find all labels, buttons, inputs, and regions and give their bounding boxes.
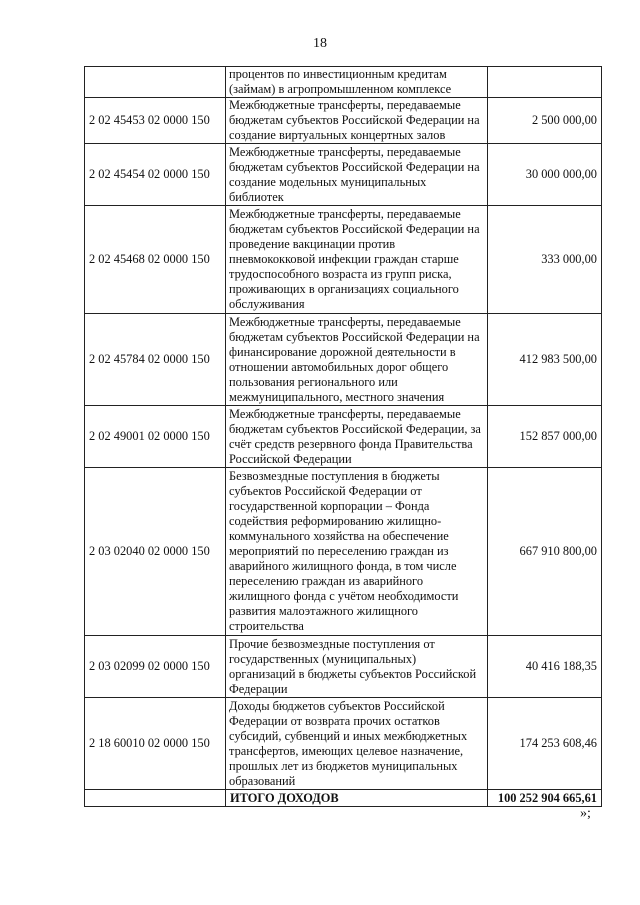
budget-code-cell: 2 02 45784 02 0000 150 bbox=[85, 314, 226, 406]
budget-code-cell: 2 02 45468 02 0000 150 bbox=[85, 206, 226, 314]
table-row bbox=[85, 314, 602, 406]
description-cell: Доходы бюджетов субъектов Российской Федерации от возврата прочих остатков субсидий, субвенций и иных межбюджетных трансфертов, имеющих целевое назначение, прошлых лет из бюджетов муниципальных образований bbox=[226, 698, 488, 790]
table-row bbox=[85, 98, 602, 144]
table-row bbox=[85, 698, 602, 790]
budget-code-cell bbox=[85, 67, 226, 98]
amount-cell: 174 253 608,46 bbox=[488, 698, 602, 790]
description-cell: процентов по инвестиционным кредитам (займам) в агропромышленном комплексе bbox=[226, 67, 488, 98]
amount-cell bbox=[488, 67, 602, 98]
budget-code-cell: 2 03 02099 02 0000 150 bbox=[85, 636, 226, 698]
budget-code-cell: 2 02 45454 02 0000 150 bbox=[85, 144, 226, 206]
revenue-table-body bbox=[85, 67, 602, 807]
amount-cell: 667 910 800,00 bbox=[488, 468, 602, 636]
budget-code-cell: 2 02 45453 02 0000 150 bbox=[85, 98, 226, 144]
table-row bbox=[85, 406, 602, 468]
description-cell: Прочие безвозмездные поступления от государственных (муниципальных) организаций в бюджеты субъектов Российской Федерации bbox=[226, 636, 488, 698]
table-row bbox=[85, 468, 602, 636]
budget-code-cell: 2 18 60010 02 0000 150 bbox=[85, 698, 226, 790]
budget-code-cell: 2 03 02040 02 0000 150 bbox=[85, 468, 226, 636]
table-row bbox=[85, 144, 602, 206]
description-cell: Межбюджетные трансферты, передаваемые бюджетам субъектов Российской Федерации на финансирование дорожной деятельности в отношении автомобильных дорог общего пользования регионального или межмуниципального, местного значения bbox=[226, 314, 488, 406]
amount-cell: 2 500 000,00 bbox=[488, 98, 602, 144]
amount-cell: 412 983 500,00 bbox=[488, 314, 602, 406]
closing-quote-mark: »; bbox=[580, 806, 591, 821]
total-label: ИТОГО ДОХОДОВ bbox=[226, 790, 488, 807]
table-row bbox=[85, 636, 602, 698]
description-cell: Межбюджетные трансферты, передаваемые бюджетам субъектов Российской Федерации на создание виртуальных концертных залов bbox=[226, 98, 488, 144]
amount-cell: 40 416 188,35 bbox=[488, 636, 602, 698]
description-cell: Безвозмездные поступления в бюджеты субъектов Российской Федерации от государственной корпорации – Фонда содействия реформированию жилищно-коммунального хозяйства на обеспечение мероприятий по переселению граждан из аварийного жилищного фонда, в том числе переселению граждан из аварийного жилищного фонда с учётом необходимости развития малоэтажного жилищного строительства bbox=[226, 468, 488, 636]
amount-cell: 152 857 000,00 bbox=[488, 406, 602, 468]
description-cell: Межбюджетные трансферты, передаваемые бюджетам субъектов Российской Федерации на создание модельных муниципальных библиотек bbox=[226, 144, 488, 206]
total-code-cell bbox=[85, 790, 226, 807]
revenue-table bbox=[84, 66, 602, 807]
description-cell: Межбюджетные трансферты, передаваемые бюджетам субъектов Российской Федерации, за счёт средств резервного фонда Правительства Российской Федерации bbox=[226, 406, 488, 468]
total-row bbox=[85, 790, 602, 807]
page-number: 18 bbox=[313, 36, 327, 51]
amount-cell: 333 000,00 bbox=[488, 206, 602, 314]
budget-code-cell: 2 02 49001 02 0000 150 bbox=[85, 406, 226, 468]
table-row bbox=[85, 67, 602, 98]
total-amount: 100 252 904 665,61 bbox=[488, 790, 602, 807]
description-cell: Межбюджетные трансферты, передаваемые бюджетам субъектов Российской Федерации на проведение вакцинации против пневмококковой инфекции граждан старше трудоспособного возраста из групп риска, проживающих в организациях социального обслуживания bbox=[226, 206, 488, 314]
amount-cell: 30 000 000,00 bbox=[488, 144, 602, 206]
table-row bbox=[85, 206, 602, 314]
